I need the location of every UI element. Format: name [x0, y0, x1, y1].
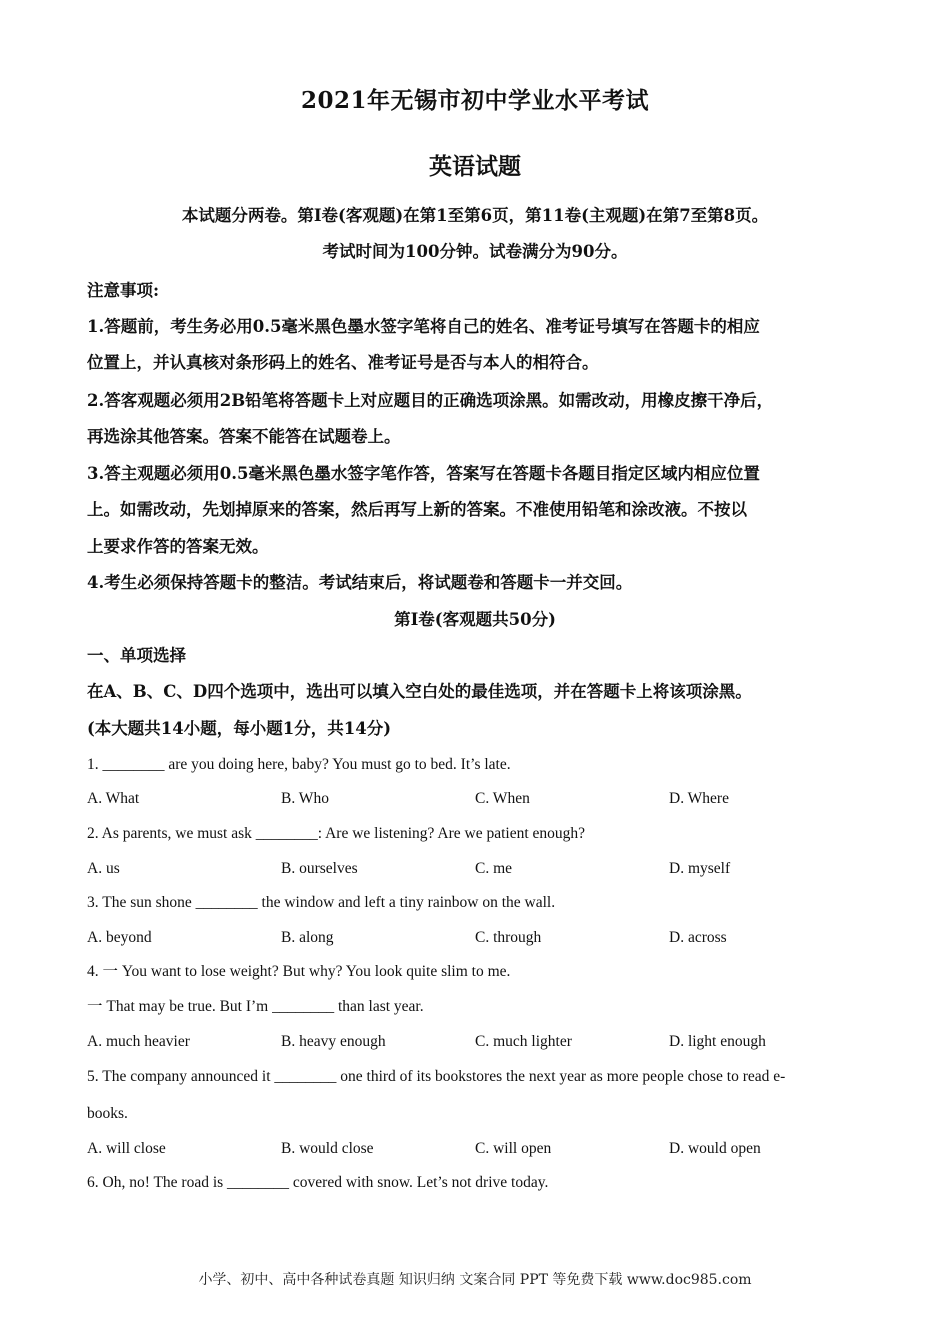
question-4-stem: 4. 一 You want to lose weight? But why? You look quite slim to me. [87, 963, 511, 980]
option-b: B. would close [281, 1140, 374, 1157]
option-c: C. through [475, 929, 542, 946]
option-c: C. When [475, 790, 530, 807]
question-3-options [87, 928, 887, 948]
question-3-stem: 3. The sun shone ________ the window and left a tiny rainbow on the wall. [87, 894, 556, 911]
option-b: B. Who [281, 790, 329, 807]
part-instruction: 在A、B、C、D四个选项中，选出可以填入空白处的最佳选项，并在答题卡上将该项涂黑。 [87, 682, 752, 701]
option-d: D. myself [669, 860, 731, 877]
option-a: A. much heavier [87, 1033, 190, 1050]
option-d: D. light enough [669, 1033, 766, 1050]
intro-line-1: 本试题分两卷。第I卷(客观题)在第1至第6页，第11卷(主观题)在第7至第8页。 [181, 206, 769, 225]
option-a: A. will close [87, 1140, 166, 1157]
question-5-stem: 5. The company announced it ________ one third of its bookstores the next year as more people chose to read e- [87, 1068, 786, 1085]
option-c: C. will open [475, 1140, 552, 1157]
question-6-stem: 6. Oh, no! The road is ________ covered with snow. Let’s not drive today. [87, 1174, 549, 1191]
intro-line-2: 考试时间为100分钟。试卷满分为90分。 [322, 242, 628, 261]
page-subtitle: 英语试题 [429, 153, 521, 180]
option-d: D. Where [669, 790, 729, 807]
question-4-options [87, 1032, 887, 1052]
question-4-stem-reply: 一 That may be true. But I’m ________ than last year. [87, 998, 424, 1015]
option-c: C. me [475, 860, 513, 877]
notes-line: 4.考生必须保持答题卡的整洁。考试结束后，将试题卷和答题卡一并交回。 [87, 573, 633, 592]
page-title: 2021年无锡市初中学业水平考试 [300, 87, 649, 114]
volume-heading: 第I卷(客观题共50分) [394, 610, 556, 629]
question-2-stem: 2. As parents, we must ask ________: Are we listening? Are we patient enough? [87, 825, 586, 842]
option-a: A. us [87, 860, 120, 877]
option-d: D. would open [669, 1140, 761, 1157]
option-b: B. along [281, 929, 334, 946]
question-5-options [87, 1139, 887, 1159]
page-footer: 小学、初中、高中各种试卷真题 知识归纳 文案合同 PPT 等免费下载 www.doc985.com [198, 1272, 752, 1288]
part-scoring: (本大题共14小题，每小题1分，共14分) [87, 719, 392, 738]
notes-line: 上要求作答的答案无效。 [87, 537, 269, 556]
question-1-options [87, 789, 887, 809]
notes-line: 再选涂其他答案。答案不能答在试题卷上。 [87, 427, 401, 446]
option-b: B. heavy enough [281, 1033, 386, 1050]
question-1-stem: 1. ________ are you doing here, baby? You must go to bed. It’s late. [87, 756, 511, 773]
option-c: C. much lighter [475, 1033, 572, 1050]
notes-heading: 注意事项: [87, 281, 160, 300]
option-a: A. beyond [87, 929, 152, 946]
question-5-stem-cont: books. [87, 1105, 128, 1122]
notes-line: 1.答题前，考生务必用0.5毫米黑色墨水签字笔将自己的姓名、准考证号填写在答题卡的相应 [87, 317, 760, 336]
notes-line: 2.答客观题必须用2B铅笔将答题卡上对应题目的正确选项涂黑。如需改动，用橡皮擦干净后， [87, 391, 774, 410]
part-heading: 一、单项选择 [87, 646, 186, 665]
option-d: D. across [669, 929, 727, 946]
notes-line: 位置上，并认真核对条形码上的姓名、准考证号是否与本人的相符合。 [87, 353, 599, 372]
option-a: A. What [87, 790, 140, 807]
notes-line: 3.答主观题必须用0.5毫米黑色墨水签字笔作答，答案写在答题卡各题目指定区域内相应位置 [87, 464, 760, 483]
question-2-options [87, 859, 887, 879]
option-b: B. ourselves [281, 860, 358, 877]
notes-line: 上。如需改动，先划掉原来的答案，然后再写上新的答案。不准使用铅笔和涂改液。不按以 [87, 500, 747, 519]
